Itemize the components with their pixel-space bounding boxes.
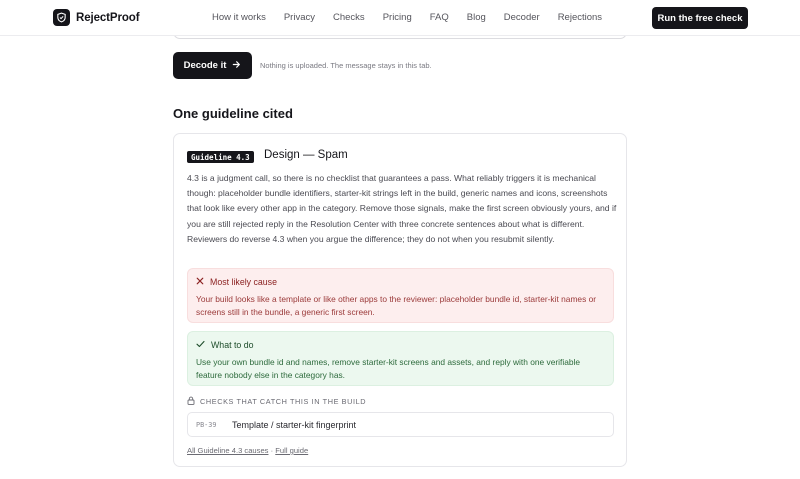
decode-button-label: Decode it xyxy=(183,60,227,71)
guideline-card xyxy=(173,133,627,467)
nav-links xyxy=(212,12,620,23)
nav-link-privacy[interactable]: Privacy xyxy=(283,12,315,23)
brand[interactable] xyxy=(53,9,139,26)
run-free-check-button[interactable]: Run the free check xyxy=(652,7,748,29)
check-name: Template / starter-kit fingerprint xyxy=(232,420,357,430)
top-nav xyxy=(0,0,800,36)
nav-link-checks[interactable]: Checks xyxy=(333,12,365,23)
brand-name: RejectProof xyxy=(76,11,140,24)
close-icon xyxy=(196,277,204,287)
what-to-do-title: What to do xyxy=(211,340,254,350)
lock-icon xyxy=(187,396,195,407)
all-causes-link[interactable]: All Guideline 4.3 causes xyxy=(187,446,269,455)
full-guide-link[interactable]: Full guide xyxy=(275,446,309,455)
check-icon xyxy=(196,340,205,350)
checks-label xyxy=(187,396,366,407)
footer-links xyxy=(187,446,308,455)
nav-link-rejections[interactable]: Rejections xyxy=(557,12,603,23)
likely-cause-title: Most likely cause xyxy=(210,277,277,287)
guideline-body: 4.3 is a judgment call, so there is no checklist that guarantees a pass. What reliably triggers it is mechanical though: placeholder bundle identifiers, starter-kit strings left in the build, generic names and icons, screenshots that look like every other app in the category. Remove those signals, make the first screen obviously yours, and if you are still rejected reply in the Resolution Center with three concrete sentences about what is different. Reviewers do reverse 4.3 when you argue the difference; they do not when you resubmit silently. xyxy=(187,173,617,244)
guideline-title: Design — Spam xyxy=(264,149,348,161)
likely-cause-text: Your build looks like a template or like other apps to the reviewer: placeholder bundle id, starter-kit names or screens still in the bundle, a generic first screen. xyxy=(196,294,597,317)
guideline-badge: Guideline 4.3 xyxy=(187,151,254,163)
nav-link-how-it-works[interactable]: How it works xyxy=(212,12,266,23)
check-row[interactable] xyxy=(187,412,614,437)
privacy-note: Nothing is uploaded. The message stays in this tab. xyxy=(260,61,432,70)
section-title: One guideline cited xyxy=(173,106,293,121)
what-to-do-box xyxy=(187,331,614,386)
footer-separator: · xyxy=(270,446,274,455)
decode-button[interactable] xyxy=(173,52,252,79)
what-to-do-text: Use your own bundle id and names, remove starter-kit screens and assets, and reply with one verifiable feature nobody else in the category has. xyxy=(196,357,581,380)
check-code: PB-39 xyxy=(196,421,217,429)
shield-icon xyxy=(53,9,70,26)
nav-link-faq[interactable]: FAQ xyxy=(429,12,449,23)
likely-cause-box xyxy=(187,268,614,323)
nav-link-pricing[interactable]: Pricing xyxy=(382,12,412,23)
checks-label-text: CHECKS THAT CATCH THIS IN THE BUILD xyxy=(200,397,367,406)
arrow-right-icon xyxy=(232,60,241,72)
nav-link-decoder[interactable]: Decoder xyxy=(503,12,540,23)
nav-link-blog[interactable]: Blog xyxy=(466,12,486,23)
